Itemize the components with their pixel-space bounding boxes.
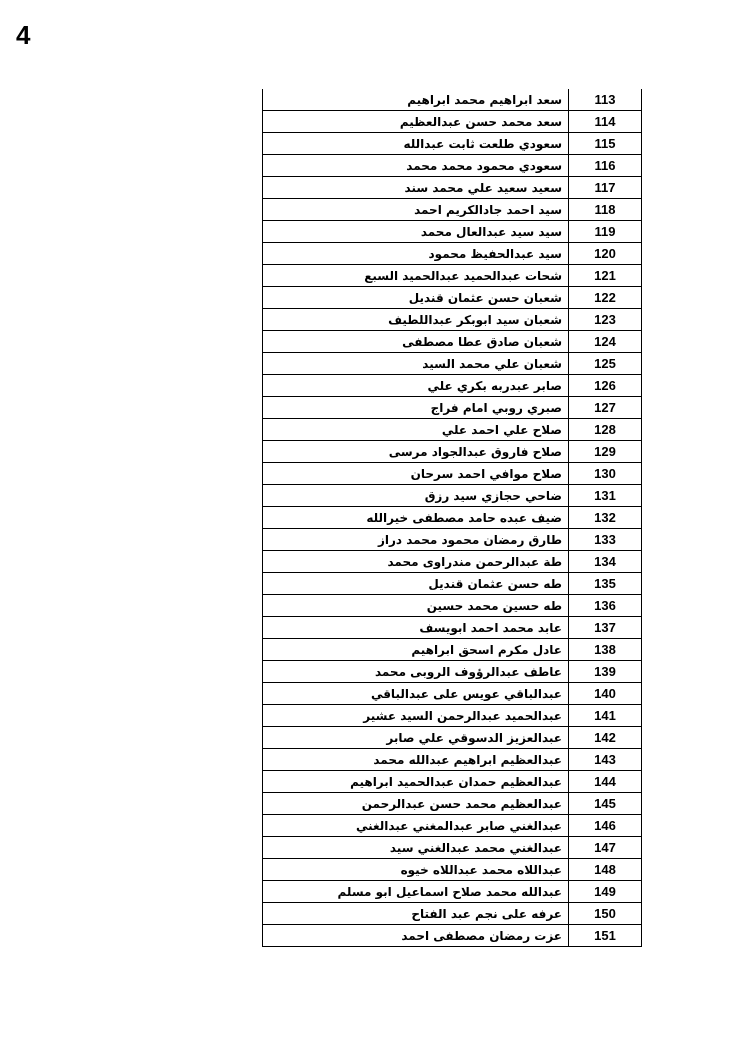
- name-cell: عبداللاه محمد عبداللاه خيوه: [263, 859, 569, 881]
- table-row: [263, 441, 642, 463]
- name-cell: شعبان صادق عطا مصطفى: [263, 331, 569, 353]
- name-cell: عبدالعظيم محمد حسن عبدالرحمن: [263, 793, 569, 815]
- number-cell: 120: [569, 243, 642, 265]
- name-cell: شحات عبدالحميد عبدالحميد السبع: [263, 265, 569, 287]
- number-cell: 151: [569, 925, 642, 947]
- table-row: [263, 353, 642, 375]
- name-cell: شعبان حسن عثمان قنديل: [263, 287, 569, 309]
- name-cell: شعبان سيد ابوبكر عبداللطيف: [263, 309, 569, 331]
- table-row: [263, 837, 642, 859]
- table-row: [263, 529, 642, 551]
- table-row: [263, 221, 642, 243]
- number-cell: 130: [569, 463, 642, 485]
- name-cell: عابد محمد احمد ابويسف: [263, 617, 569, 639]
- name-cell: عاطف عبدالرؤوف الروبى محمد: [263, 661, 569, 683]
- table-row: [263, 617, 642, 639]
- name-cell: عبدالغني صابر عبدالمغني عبدالغني: [263, 815, 569, 837]
- number-cell: 134: [569, 551, 642, 573]
- name-cell: عبدالعزيز الدسوقي علي صابر: [263, 727, 569, 749]
- table-row: [263, 199, 642, 221]
- table-row: [263, 133, 642, 155]
- table-row: [263, 771, 642, 793]
- table-row: [263, 551, 642, 573]
- table-row: [263, 89, 642, 111]
- name-cell: صبري روبي امام فراج: [263, 397, 569, 419]
- name-cell: سيد عبدالحفيظ محمود: [263, 243, 569, 265]
- number-cell: 142: [569, 727, 642, 749]
- number-cell: 123: [569, 309, 642, 331]
- table-row: [263, 397, 642, 419]
- table-row: [263, 683, 642, 705]
- name-cell: عرفه على نجم عبد الفتاح: [263, 903, 569, 925]
- number-cell: 125: [569, 353, 642, 375]
- number-cell: 143: [569, 749, 642, 771]
- table-row: [263, 727, 642, 749]
- number-cell: 144: [569, 771, 642, 793]
- number-cell: 146: [569, 815, 642, 837]
- number-cell: 122: [569, 287, 642, 309]
- number-cell: 150: [569, 903, 642, 925]
- table-row: [263, 507, 642, 529]
- name-cell: عزت رمضان مصطفى احمد: [263, 925, 569, 947]
- table-row: [263, 463, 642, 485]
- name-cell: سعيد سعيد علي محمد سند: [263, 177, 569, 199]
- number-cell: 119: [569, 221, 642, 243]
- number-cell: 115: [569, 133, 642, 155]
- table-row: [263, 859, 642, 881]
- name-cell: سيد سيد عبدالعال محمد: [263, 221, 569, 243]
- number-cell: 116: [569, 155, 642, 177]
- number-cell: 128: [569, 419, 642, 441]
- number-cell: 136: [569, 595, 642, 617]
- table-row: [263, 309, 642, 331]
- number-cell: 135: [569, 573, 642, 595]
- table-row: [263, 573, 642, 595]
- number-cell: 113: [569, 89, 642, 111]
- number-cell: 133: [569, 529, 642, 551]
- number-cell: 121: [569, 265, 642, 287]
- page-number: 4: [16, 20, 31, 50]
- table-row: [263, 243, 642, 265]
- name-cell: سعودي محمود محمد محمد: [263, 155, 569, 177]
- table-row: [263, 111, 642, 133]
- table-row: [263, 661, 642, 683]
- name-cell: صابر عبدربه بكري علي: [263, 375, 569, 397]
- table-row: [263, 419, 642, 441]
- table-row: [263, 375, 642, 397]
- name-cell: سعد ابراهيم محمد ابراهيم: [263, 89, 569, 111]
- number-cell: 124: [569, 331, 642, 353]
- table-row: [263, 925, 642, 947]
- name-cell: صلاح موافي احمد سرحان: [263, 463, 569, 485]
- name-cell: ضيف عبده حامد مصطفى خيرالله: [263, 507, 569, 529]
- number-cell: 118: [569, 199, 642, 221]
- table-row: [263, 903, 642, 925]
- table-row: [263, 155, 642, 177]
- table-row: [263, 287, 642, 309]
- number-cell: 149: [569, 881, 642, 903]
- name-cell: عبدالباقي عويس على عبدالباقي: [263, 683, 569, 705]
- table-row: [263, 639, 642, 661]
- number-cell: 131: [569, 485, 642, 507]
- number-cell: 129: [569, 441, 642, 463]
- table-row: [263, 793, 642, 815]
- name-cell: عبدالعظيم حمدان عبدالحميد ابراهيم: [263, 771, 569, 793]
- number-cell: 139: [569, 661, 642, 683]
- name-cell: عبدالغني محمد عبدالغني سيد: [263, 837, 569, 859]
- number-cell: 145: [569, 793, 642, 815]
- table-row: [263, 331, 642, 353]
- name-cell: صلاح فاروق عبدالجواد مرسى: [263, 441, 569, 463]
- name-cell: شعبان علي محمد السيد: [263, 353, 569, 375]
- name-cell: طارق رمضان محمود محمد دراز: [263, 529, 569, 551]
- name-cell: عبدالحميد عبدالرحمن السيد عشير: [263, 705, 569, 727]
- table-row: [263, 265, 642, 287]
- number-cell: 137: [569, 617, 642, 639]
- name-cell: صلاح علي احمد علي: [263, 419, 569, 441]
- table-row: [263, 881, 642, 903]
- name-cell: طه حسين محمد حسين: [263, 595, 569, 617]
- number-cell: 140: [569, 683, 642, 705]
- name-cell: سعودي طلعت ثابت عبدالله: [263, 133, 569, 155]
- table-row: [263, 485, 642, 507]
- names-table-body: [263, 89, 642, 947]
- name-cell: سيد احمد جادالكريم احمد: [263, 199, 569, 221]
- table-row: [263, 749, 642, 771]
- number-cell: 117: [569, 177, 642, 199]
- number-cell: 147: [569, 837, 642, 859]
- names-table: [262, 89, 642, 947]
- number-cell: 141: [569, 705, 642, 727]
- table-row: [263, 595, 642, 617]
- number-cell: 132: [569, 507, 642, 529]
- table-row: [263, 815, 642, 837]
- name-cell: طة عبدالرحمن مندراوى محمد: [263, 551, 569, 573]
- number-cell: 127: [569, 397, 642, 419]
- name-cell: عبدالعظيم ابراهيم عبدالله محمد: [263, 749, 569, 771]
- table-row: [263, 705, 642, 727]
- name-cell: عادل مكرم اسحق ابراهيم: [263, 639, 569, 661]
- name-cell: عبدالله محمد صلاح اسماعيل ابو مسلم: [263, 881, 569, 903]
- name-cell: ضاحي حجازي سيد رزق: [263, 485, 569, 507]
- number-cell: 138: [569, 639, 642, 661]
- name-cell: سعد محمد حسن عبدالعظيم: [263, 111, 569, 133]
- table-row: [263, 177, 642, 199]
- name-cell: طه حسن عثمان قنديل: [263, 573, 569, 595]
- number-cell: 126: [569, 375, 642, 397]
- number-cell: 148: [569, 859, 642, 881]
- number-cell: 114: [569, 111, 642, 133]
